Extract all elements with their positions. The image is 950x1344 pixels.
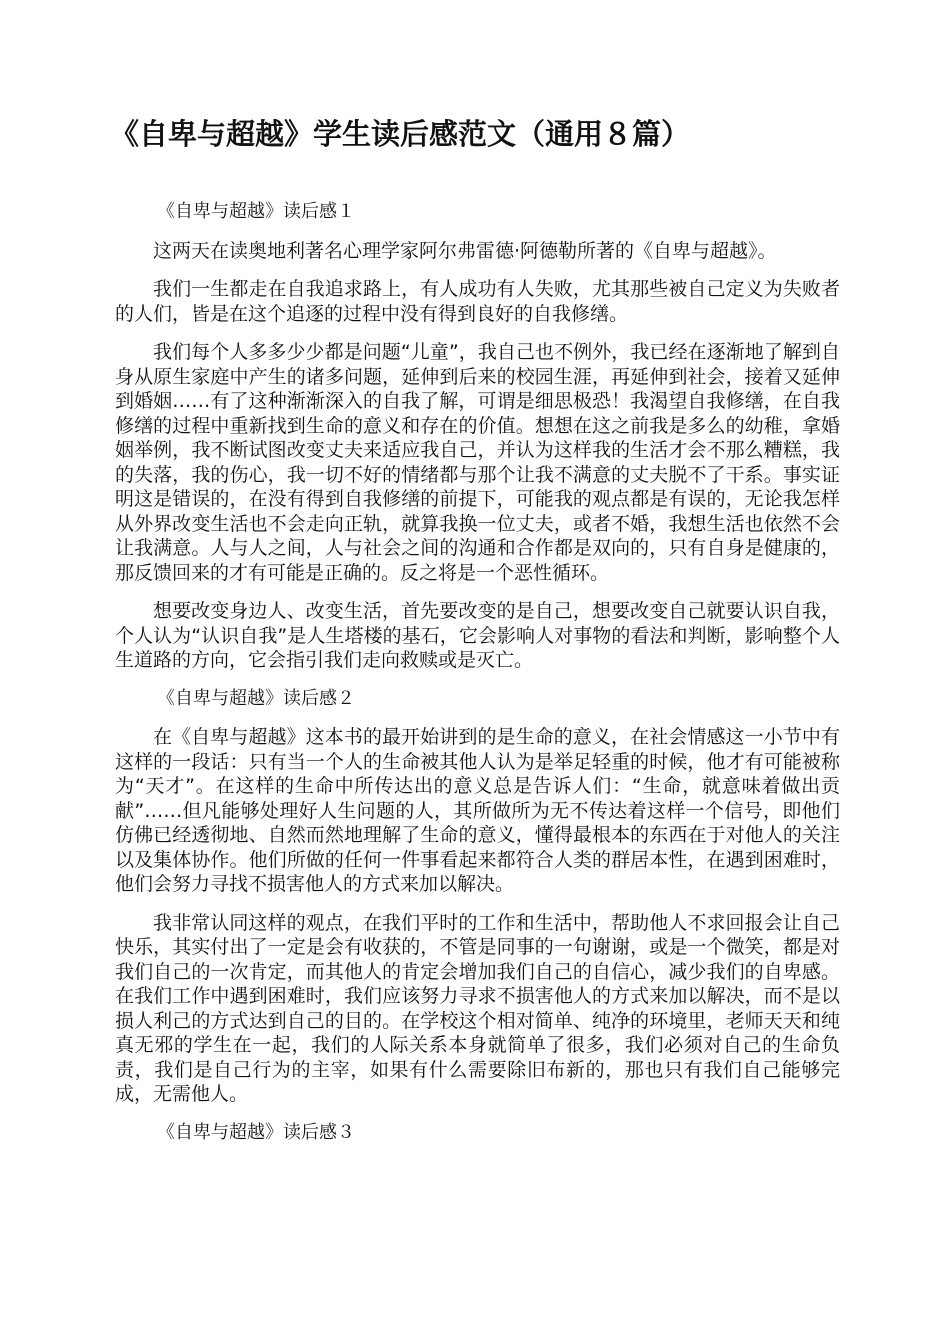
paragraph: 我非常认同这样的观点，在我们平时的工作和生活中，帮助他人不求回报会让自己快乐，其实付出了一定是会有收获的，不管是同事的一句谢谢，或是一个微笑，都是对我们自己的一次肯定，而其他人的肯定会增加我们自己的自信心，减少我们的自卑感。在我们工作中遇到困难时，我们应该努力寻求不损害他人的方式来加以解决，而不是以损人利己的方式达到自己的目的。在学校这个相对简单、纯净的环境里，老师天天和纯真无邪的学生在一起，我们的人际关系本身就简单了很多，我们必须对自己的生命负责，我们是自己行为的主宰，如果有什么需要除旧布新的，那也只有我们自己能够完成，无需他人。 — [115, 911, 840, 1105]
section-heading: 《自卑与超越》读后感１ — [157, 201, 355, 222]
paragraph: 在《自卑与超越》这本书的最开始讲到的是生命的意义，在社会情感这一小节中有这样的一段话：只有当一个人的生命被其他人认为是举足轻重的时候，他才有可能被称为“天才”。在这样的生命中所传达出的意义总是告诉人们：“生命，就意味着做出贡献”……但凡能够处理好人生问题的人，其所做所为无不传达着这样一个信号，即他们仿佛已经透彻地、自然而然地理解了生命的意义，懂得最根本的东西在于对他人的关注以及集体协作。他们所做的任何一件事看起来都符合人类的群居本性，在遇到困难时，他们会努力寻找不损害他人的方式来加以解决。 — [115, 726, 840, 895]
paragraph: 这两天在读奥地利著名心理学家阿尔弗雷德·阿德勒所著的《自卑与超越》。 — [153, 239, 777, 262]
document-body — [115, 200, 840, 1159]
paragraph: 我们一生都走在自我追求路上，有人成功有人失败，尤其那些被自己定义为失败者的人们，皆是在这个追逐的过程中没有得到良好的自我修缮。 — [115, 278, 840, 325]
document-title: 《自卑与超越》学生读后感范文（通用８篇） — [110, 117, 691, 151]
section-heading: 《自卑与超越》读后感２ — [157, 687, 355, 709]
paragraph: 想要改变身边人、改变生活，首先要改变的是自己，想要改变自己就要认识自我，个人认为“认识自我”是人生塔楼的基石，它会影响人对事物的看法和判断，影响整个人生道路的方向，它会指引我们走向救赎或是灭亡。 — [115, 600, 840, 671]
section-heading: 《自卑与超越》读后感３ — [157, 1121, 355, 1143]
paragraph: 我们每个人多多少少都是问题“儿童”，我自己也不例外，我已经在逐渐地了解到自身从原生家庭中产生的诸多问题，延伸到后来的校园生涯，再延伸到社会，接着又延伸到婚姻……有了这种渐渐深入的自我了解，可谓是细思极恐！我渴望自我修缮，在自我修缮的过程中重新找到生命的意义和存在的价值。想想在这之前我是多么的幼稚，拿婚姻举例，我不断试图改变丈夫来适应我自己，并认为这样我的生活才会不那么糟糕，我的失落，我的伤心，我一切不好的情绪都与那个让我不满意的丈夫脱不了干系。事实证明这是错误的，在没有得到自我修缮的前提下，可能我的观点都是有误的，无论我怎样从外界改变生活也不会走向正轨，就算我换一位丈夫，或者不婚，我想生活也依然不会让我满意。人与人之间，人与社会之间的沟通和合作都是双向的，只有自身是健康的，那反馈回来的才有可能是正确的。反之将是一个恶性循环。 — [115, 341, 840, 584]
